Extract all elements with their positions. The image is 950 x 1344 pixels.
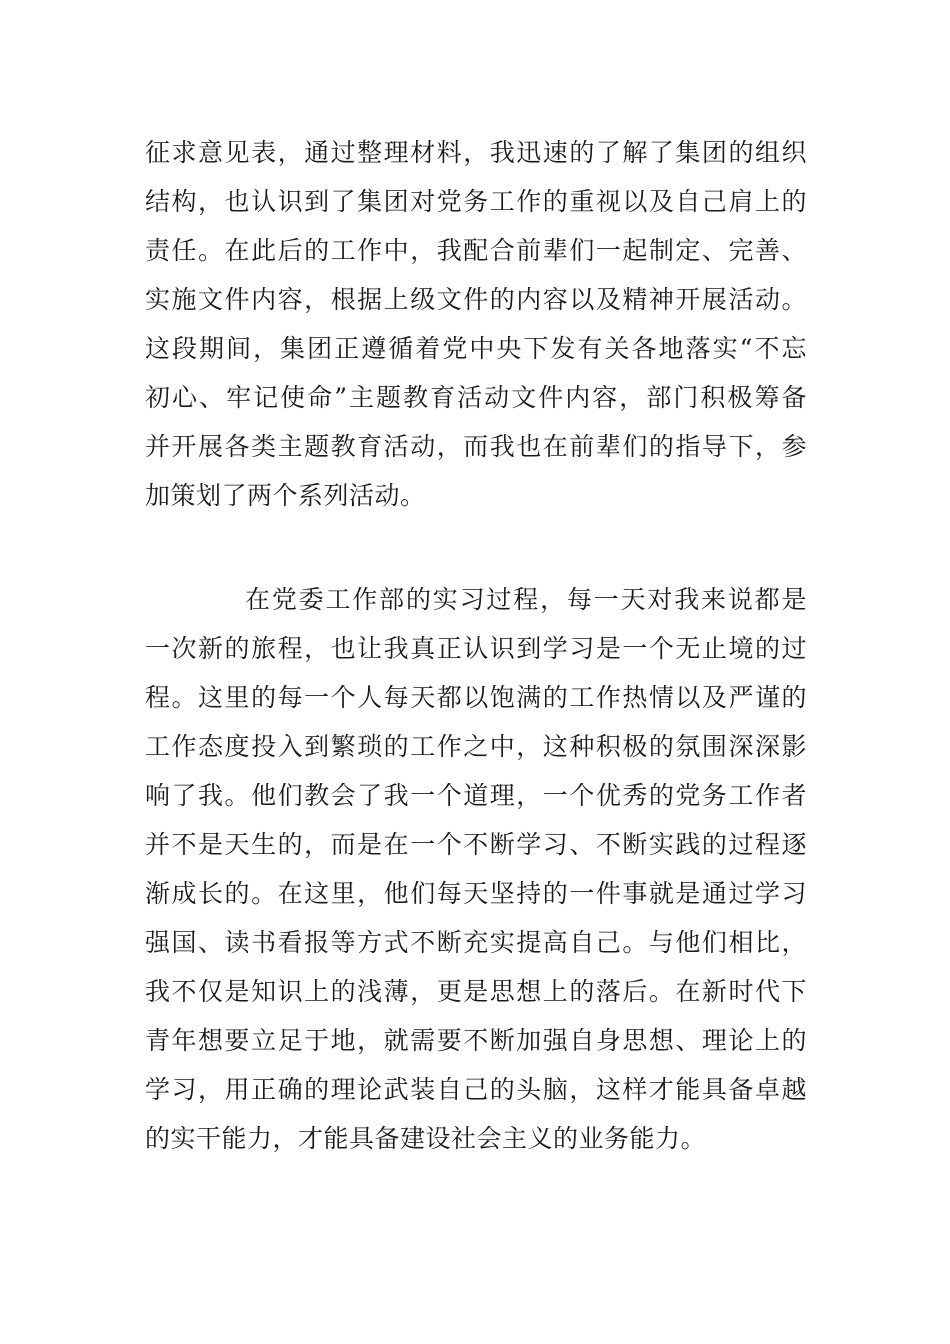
paragraph-1-line-4: 实施文件内容，根据上级文件的内容以及精神开展活动。: [145, 285, 807, 314]
paragraph-1-line-1: 征求意见表，通过整理材料，我迅速的了解了集团的组织: [145, 138, 807, 167]
paragraph-1-line-2: 结构，也认识到了集团对党务工作的重视以及自己肩上的: [145, 187, 807, 216]
paragraph-2-line-10: 青年想要立足于地，就需要不断加强自身思想、理论上的: [145, 1026, 807, 1055]
paragraph-2-line-12: 的实干能力，才能具备建设社会主义的业务能力。: [145, 1124, 707, 1153]
paragraph-1: [145, 128, 807, 520]
paragraph-1-line-7: 并开展各类主题教育活动，而我也在前辈们的指导下，参: [145, 432, 807, 461]
paragraph-1-line-6: 初心、牢记使命”主题教育活动文件内容，部门积极筹备: [145, 383, 807, 412]
paragraph-2-line-5: 响了我。他们教会了我一个道理，一个优秀的党务工作者: [145, 781, 807, 810]
paragraph-1-line-5: 这段期间，集团正遵循着党中央下发有关各地落实“不忘: [145, 334, 807, 363]
paragraph-2: [145, 575, 807, 1163]
paragraph-2-line-2: 一次新的旅程，也让我真正认识到学习是一个无止境的过: [145, 634, 807, 663]
paragraph-2-line-9: 我不仅是知识上的浅薄，更是思想上的落后。在新时代下: [145, 977, 807, 1006]
paragraph-2-line-4: 工作态度投入到繁琐的工作之中，这种积极的氛围深深影: [145, 732, 807, 761]
paragraph-1-line-3: 责任。在此后的工作中，我配合前辈们一起制定、完善、: [145, 236, 807, 265]
paragraph-2-line-6: 并不是天生的，而是在一个不断学习、不断实践的过程逐: [145, 830, 807, 859]
paragraph-2-line-11: 学习，用正确的理论武装自己的头脑，这样才能具备卓越: [145, 1075, 807, 1104]
paragraph-1-line-8: 加策划了两个系列活动。: [145, 481, 426, 510]
paragraph-2-line-8: 强国、读书看报等方式不断充实提高自己。与他们相比，: [145, 928, 807, 957]
paragraph-2-line-3: 程。这里的每一个人每天都以饱满的工作热情以及严谨的: [145, 683, 807, 712]
paragraph-2-line-7: 渐成长的。在这里，他们每天坚持的一件事就是通过学习: [145, 879, 807, 908]
paragraph-2-line-1: 在党委工作部的实习过程，每一天对我来说都是: [245, 585, 807, 614]
